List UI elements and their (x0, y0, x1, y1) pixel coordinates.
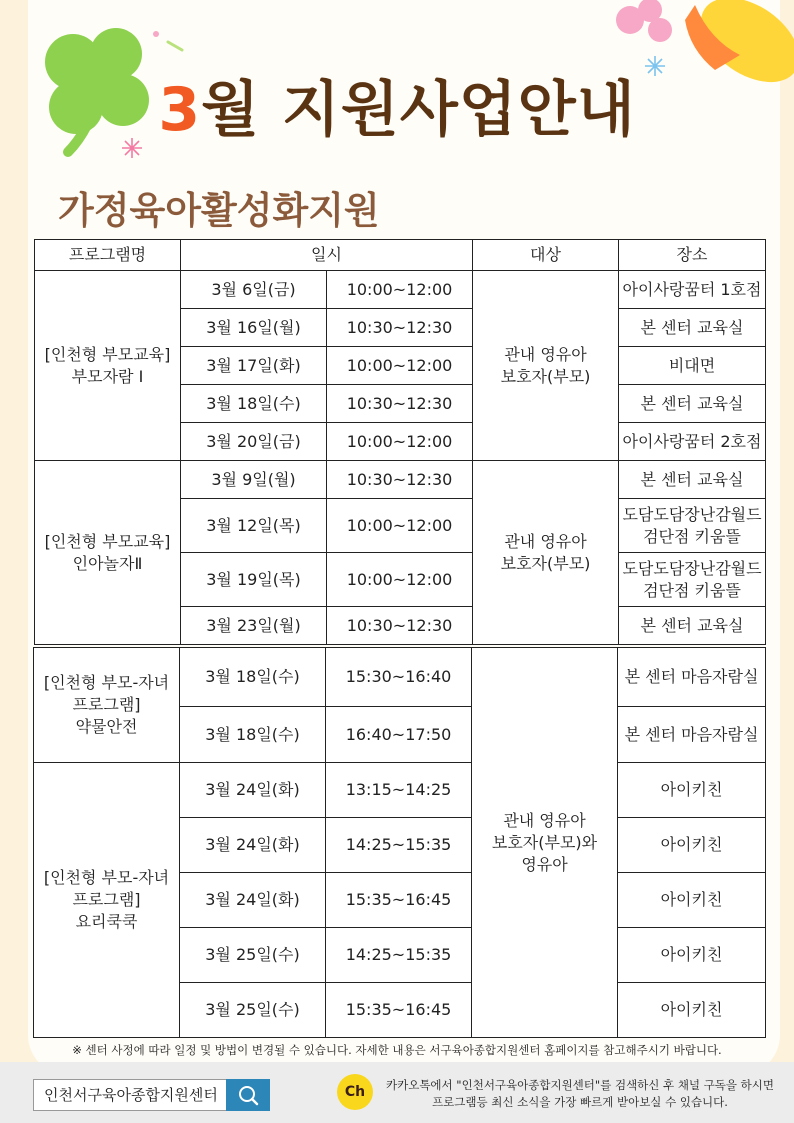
place-cell: 본 센터 교육실 (619, 461, 766, 499)
date-cell: 3월 19일(목) (181, 553, 327, 607)
table-body (35, 271, 766, 645)
time-cell: 10:30~12:30 (327, 607, 473, 645)
search-icon (226, 1079, 270, 1111)
place-cell: 도담도담장난감월드 검단점 키움뜰 (619, 553, 766, 607)
table-body (34, 648, 766, 1038)
date-cell: 3월 6일(금) (181, 271, 327, 309)
title-month: 3 (158, 75, 202, 145)
program-name-cell: [인천형 부모-자녀 프로그램] 약물안전 (34, 648, 180, 763)
target-cell: 관내 영유아 보호자(부모)와 영유아 (472, 648, 618, 1038)
schedule-table-1 (34, 239, 766, 645)
date-cell: 3월 18일(수) (180, 707, 326, 763)
title-text: 월 지원사업안내 (201, 75, 636, 145)
program-name-cell: [인천형 부모교육] 부모자람 I (35, 271, 181, 461)
program-name-cell: [인천형 부모-자녀 프로그램] 요리쿡쿡 (34, 763, 180, 1038)
time-cell: 14:25~15:35 (326, 818, 472, 873)
dot-decoration (150, 30, 190, 60)
place-cell: 도담도담장난감월드 검단점 키움뜰 (619, 499, 766, 553)
time-cell: 10:00~12:00 (327, 553, 473, 607)
time-cell: 10:30~12:30 (327, 385, 473, 423)
header-program: 프로그램명 (35, 240, 181, 271)
date-cell: 3월 24일(화) (180, 818, 326, 873)
table-row (34, 763, 766, 818)
date-cell: 3월 20일(금) (181, 423, 327, 461)
date-cell: 3월 17일(화) (181, 347, 327, 385)
date-cell: 3월 18일(수) (180, 648, 326, 707)
place-cell: 아이키친 (618, 873, 766, 928)
date-cell: 3월 25일(수) (180, 928, 326, 983)
date-cell: 3월 12일(목) (181, 499, 327, 553)
table-header-row (35, 240, 766, 271)
kakao-channel-logo: Ch (337, 1074, 373, 1110)
header-target: 대상 (473, 240, 619, 271)
target-cell: 관내 영유아 보호자(부모) (473, 461, 619, 645)
place-cell: 비대면 (619, 347, 766, 385)
place-cell: 아이키친 (618, 928, 766, 983)
notice-text: ※ 센터 사정에 따라 일정 및 방법이 변경될 수 있습니다. 자세한 내용은 서구육아종합지원센터 홈페이지를 참고해주시기 바랍니다. (72, 1043, 722, 1057)
place-cell: 아이키친 (618, 818, 766, 873)
header-place: 장소 (619, 240, 766, 271)
date-cell: 3월 25일(수) (180, 983, 326, 1038)
place-cell: 아이키친 (618, 983, 766, 1038)
header-datetime: 일시 (181, 240, 473, 271)
time-cell: 10:00~12:00 (327, 499, 473, 553)
table-row (35, 461, 766, 499)
search-input[interactable]: 인천서구육아종합지원센터 (33, 1079, 227, 1111)
place-cell: 본 센터 교육실 (619, 309, 766, 347)
page-title (0, 62, 794, 148)
time-cell: 15:30~16:40 (326, 648, 472, 707)
time-cell: 10:30~12:30 (327, 461, 473, 499)
target-cell: 관내 영유아 보호자(부모) (473, 271, 619, 461)
date-cell: 3월 16일(월) (181, 309, 327, 347)
section-subtitle: 가정육아활성화지원 (58, 189, 380, 232)
time-cell: 15:35~16:45 (326, 983, 472, 1038)
date-cell: 3월 24일(화) (180, 873, 326, 928)
program-name-cell: [인천형 부모교육] 인아놀자Ⅱ (35, 461, 181, 645)
time-cell: 14:25~15:35 (326, 928, 472, 983)
time-cell: 13:15~14:25 (326, 763, 472, 818)
time-cell: 10:00~12:00 (327, 423, 473, 461)
date-cell: 3월 18일(수) (181, 385, 327, 423)
time-cell: 10:00~12:00 (327, 347, 473, 385)
date-cell: 3월 24일(화) (180, 763, 326, 818)
date-cell: 3월 23일(월) (181, 607, 327, 645)
place-cell: 본 센터 마음자람실 (618, 648, 766, 707)
search-button[interactable] (226, 1079, 270, 1111)
time-cell: 10:30~12:30 (327, 309, 473, 347)
time-cell: 16:40~17:50 (326, 707, 472, 763)
place-cell: 아이키친 (618, 763, 766, 818)
table-row (34, 648, 766, 707)
table-row (35, 271, 766, 309)
place-cell: 본 센터 교육실 (619, 385, 766, 423)
place-cell: 아이사랑꿈터 1호점 (619, 271, 766, 309)
time-cell: 15:35~16:45 (326, 873, 472, 928)
schedule-table-2 (33, 647, 766, 1038)
place-cell: 본 센터 교육실 (619, 607, 766, 645)
place-cell: 본 센터 마음자람실 (618, 707, 766, 763)
time-cell: 10:00~12:00 (327, 271, 473, 309)
date-cell: 3월 9일(월) (181, 461, 327, 499)
place-cell: 아이사랑꿈터 2호점 (619, 423, 766, 461)
kakao-channel-text: 카카오톡에서 "인천서구육아종합지원센터"를 검색하신 후 채널 구독을 하시면 프로그램등 최신 소식을 가장 빠르게 받아보실 수 있습니다. (386, 1078, 774, 1109)
